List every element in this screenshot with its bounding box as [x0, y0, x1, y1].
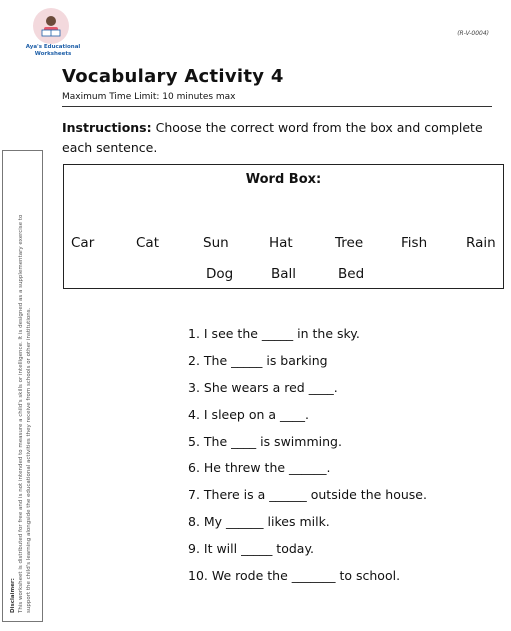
instructions-text: Choose the correct word from the box and complete each sentence.: [62, 120, 483, 155]
question-9: 9. It will _____ today.: [188, 541, 315, 556]
logo-text-line2: Worksheets: [34, 51, 72, 57]
logo: [20, 6, 86, 62]
disclaimer-line1: This worksheet is distributed for free and is not intended to measure a child's skills or intelligence. It is designed as a supplementary exercise to: [18, 214, 24, 613]
logo-badge: [33, 8, 69, 44]
instructions: [62, 118, 502, 158]
question-7: 7. There is a ______ outside the house.: [188, 487, 427, 502]
question-6: 6. He threw the ______.: [188, 460, 331, 475]
disclaimer-box: [2, 150, 43, 622]
word-box-title: Word Box:: [245, 172, 322, 187]
word-item: Cat: [136, 235, 159, 251]
question-1: 1. I see the _____ in the sky.: [188, 326, 360, 341]
question-4: 4. I sleep on a ____.: [188, 407, 309, 422]
word-item: Tree: [335, 235, 364, 251]
word-item: Hat: [269, 235, 293, 251]
logo-text-line1: Aya's Educational: [25, 44, 81, 50]
disclaimer-label: Disclaimer:: [10, 578, 16, 613]
word-item: Bed: [338, 266, 365, 282]
question-3: 3. She wears a red ____.: [188, 380, 338, 395]
question-2: 2. The _____ is barking: [188, 353, 328, 368]
word-item: Fish: [401, 235, 428, 251]
question-5: 5. The ____ is swimming.: [188, 434, 342, 449]
word-item: Car: [71, 235, 95, 251]
word-item: Rain: [466, 235, 496, 251]
question-10: 10. We rode the _______ to school.: [188, 568, 401, 583]
worksheet-code: (R-V-0004): [457, 30, 489, 37]
word-item: Sun: [203, 235, 229, 251]
child-reading-icon: [33, 8, 69, 44]
disclaimer-text: [9, 158, 33, 613]
divider: [62, 106, 492, 107]
word-item: Ball: [271, 266, 297, 282]
word-item: Dog: [206, 266, 234, 282]
disclaimer-line2: support the child's learning alongside the educational activities they receive from schools or other institutions.: [26, 307, 32, 613]
question-8: 8. My ______ likes milk.: [188, 514, 330, 529]
page-title: Vocabulary Activity 4: [62, 66, 284, 87]
instructions-label: Instructions:: [62, 120, 152, 135]
word-box: [63, 164, 504, 289]
time-limit: Maximum Time Limit: 10 minutes max: [62, 92, 236, 102]
